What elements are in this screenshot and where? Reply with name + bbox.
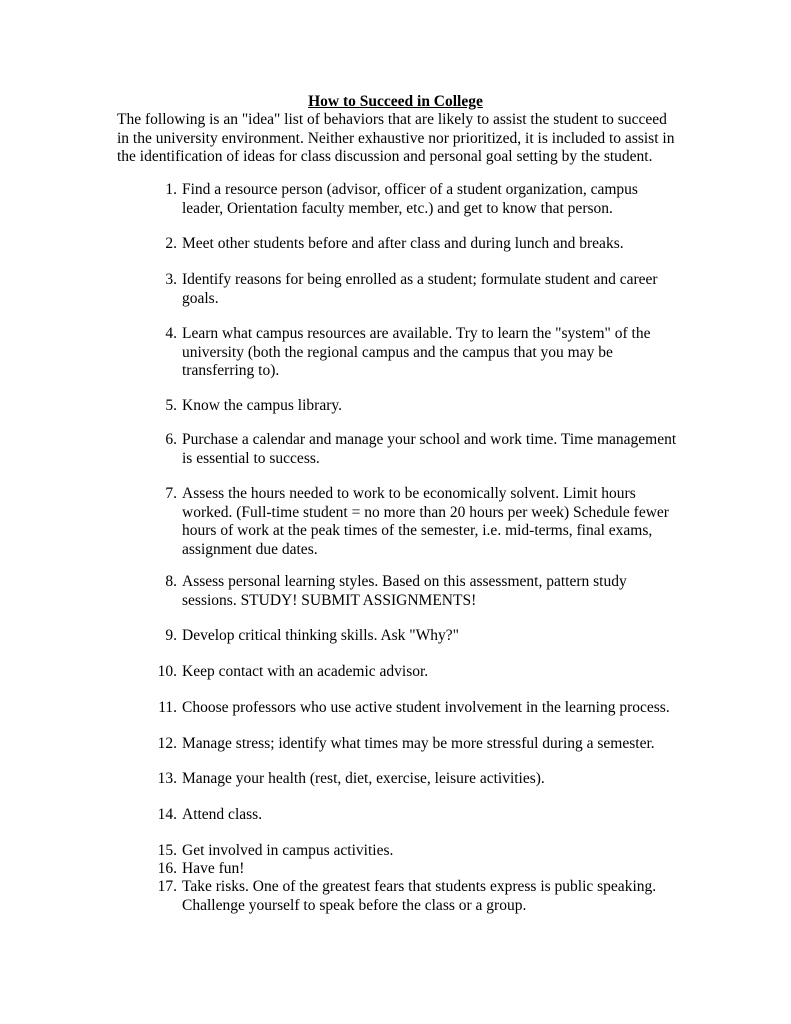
list-item-number: 1. <box>165 181 177 198</box>
intro-paragraph: The following is an "idea" list of behaviors that are likely to assist the student to succeed in the university environment. Neither exhaustive nor prioritized, it is included to assist in the identification of ideas for class discussion and personal goal setting by the student. <box>117 111 675 165</box>
list-item-text: Learn what campus resources are available. Try to learn the "system" of the university (both the regional campus and the campus that you may be transferring to). <box>182 325 651 379</box>
list-item-number: 4. <box>165 325 177 342</box>
list-item-text: Meet other students before and after class and during lunch and breaks. <box>182 235 624 252</box>
list-item-number: 10. <box>157 663 177 680</box>
list-item-number: 5. <box>165 397 177 414</box>
list-item-text: Know the campus library. <box>182 397 342 414</box>
list-item-text: Get involved in campus activities. <box>182 842 394 859</box>
list-item-text: Identify reasons for being enrolled as a student; formulate student and career goals. <box>182 271 658 307</box>
page-title: How to Succeed in College <box>308 93 483 110</box>
list-item-number: 17. <box>157 878 177 895</box>
list-item-text: Keep contact with an academic advisor. <box>182 663 429 680</box>
list-item-number: 8. <box>165 573 177 590</box>
list-item-number: 14. <box>157 806 177 823</box>
list-item-number: 9. <box>165 627 177 644</box>
list-item-text: Manage your health (rest, diet, exercise, leisure activities). <box>182 770 545 787</box>
list-item-text: Attend class. <box>182 806 263 823</box>
list-item-text: Manage stress; identify what times may be more stressful during a semester. <box>182 735 655 752</box>
list-item-number: 6. <box>165 431 177 448</box>
list-item-number: 13. <box>157 770 177 787</box>
list-item-number: 15. <box>157 842 177 859</box>
list-item-number: 11. <box>158 699 177 716</box>
list-item-text: Develop critical thinking skills. Ask "Why?" <box>182 627 459 644</box>
list-item-text: Purchase a calendar and manage your school and work time. Time management is essential to success. <box>182 431 677 467</box>
list-item-text: Assess personal learning styles. Based on this assessment, pattern study sessions. STUDY! SUBMIT ASSIGNMENTS! <box>182 573 627 609</box>
list-item-text: Have fun! <box>182 860 245 877</box>
list-item-text: Choose professors who use active student involvement in the learning process. <box>182 699 670 716</box>
list-item-text: Take risks. One of the greatest fears that students express is public speaking. Challenge yourself to speak before the class or a group. <box>182 878 657 914</box>
list-item-number: 7. <box>165 485 177 502</box>
list-item-text: Assess the hours needed to work to be economically solvent. Limit hours worked. (Full-time student = no more than 20 hours per week) Schedule fewer hours of work at the peak times of the semester, i.e. mid-terms, final exams, assignment due dates. <box>182 485 669 558</box>
list-item-text: Find a resource person (advisor, officer of a student organization, campus leader, Orientation faculty member, etc.) and get to know that person. <box>182 181 638 217</box>
list-item-number: 16. <box>157 860 177 877</box>
list-item-number: 12. <box>157 735 177 752</box>
list-item-number: 2. <box>165 235 177 252</box>
list-item-number: 3. <box>165 271 177 288</box>
